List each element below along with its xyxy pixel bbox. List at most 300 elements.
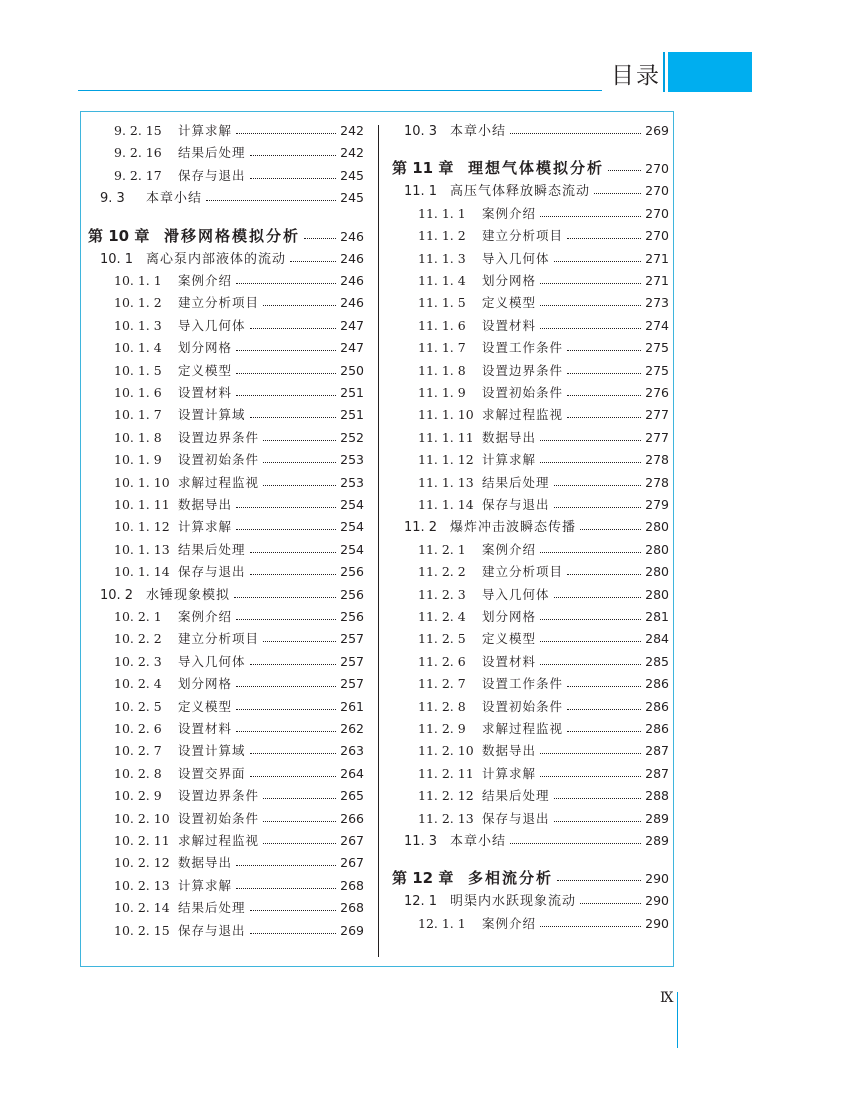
leader-dots [567, 565, 641, 575]
leader-dots [236, 364, 336, 374]
toc-entry-number: 10. 1. 13 [114, 541, 170, 557]
toc-entry-sub [114, 810, 364, 828]
toc-entry-sub [418, 765, 669, 783]
toc-entry-number: 9. 2. 15 [114, 123, 162, 138]
toc-entry-sub [114, 317, 364, 335]
toc-entry-page: 287 [645, 765, 669, 781]
leader-dots [250, 169, 337, 179]
toc-entry-title: 设置计算域 [178, 743, 246, 759]
leader-dots [250, 744, 337, 754]
toc-entry-page: 277 [645, 429, 669, 445]
toc-entry-sec [100, 586, 364, 604]
toc-entry-number: 12. 1. 1 [418, 915, 466, 931]
toc-entry-title: 导入几何体 [482, 250, 550, 266]
toc-entry-page: 290 [645, 893, 669, 909]
toc-entry-sub [114, 518, 364, 536]
toc-entry-title: 结果后处理 [482, 788, 550, 804]
toc-entry-sub [418, 653, 669, 671]
toc-entry-title: 结果后处理 [178, 541, 246, 557]
leader-dots [263, 476, 336, 486]
toc-entry-title: 设置初始条件 [482, 385, 564, 400]
toc-entry-page: 262 [340, 721, 364, 736]
toc-entry-sub [418, 563, 669, 581]
toc-entry-page: 279 [645, 497, 669, 512]
toc-entry-title: 划分网格 [178, 340, 233, 356]
leader-dots [567, 341, 641, 351]
toc-entry-number: 11. 2. 9 [418, 721, 466, 736]
leader-dots [250, 767, 337, 777]
leader-dots [250, 543, 337, 553]
toc-entry-title: 理想气体模拟分析 [468, 159, 605, 178]
toc-entry-number: 11. 2. 13 [418, 810, 474, 826]
toc-entry-page: 265 [340, 788, 364, 804]
toc-entry-title: 数据导出 [482, 743, 537, 759]
toc-entry-sub [418, 742, 669, 760]
leader-dots [554, 789, 642, 799]
toc-entry-number: 10. 2. 3 [114, 653, 162, 669]
toc-entry-page: 289 [645, 810, 669, 826]
toc-entry-sub [114, 608, 364, 626]
toc-entry-number: 10. 1. 5 [114, 362, 162, 378]
toc-entry-page: 252 [340, 429, 364, 445]
leader-dots [540, 767, 641, 777]
toc-entry-page: 278 [645, 474, 669, 490]
toc-entry-number: 10. 2 [100, 587, 134, 603]
toc-entry-page: 269 [645, 123, 669, 138]
toc-entry-sub [418, 227, 669, 245]
toc-entry-title: 设置初始条件 [178, 452, 260, 468]
toc-entry-number: 11. 1. 5 [418, 295, 466, 311]
toc-entry-title: 计算求解 [482, 452, 537, 468]
toc-entry-page: 261 [340, 698, 364, 714]
toc-entry-number: 10. 2. 4 [114, 676, 162, 692]
leader-dots [236, 498, 336, 508]
toc-entry-ch [88, 226, 364, 246]
toc-entry-number: 10. 2. 1 [114, 609, 162, 624]
toc-entry-page: 284 [645, 631, 669, 647]
leader-dots [540, 610, 641, 620]
toc-entry-page: 268 [340, 900, 364, 916]
leader-dots [236, 520, 336, 530]
toc-entry-sub [114, 832, 364, 850]
leader-dots [250, 319, 337, 329]
leader-dots [236, 610, 336, 620]
toc-entry-number: 10. 1. 11 [114, 497, 170, 512]
toc-entry-title: 保存与退出 [178, 922, 246, 938]
toc-entry-number: 9. 2. 16 [114, 145, 162, 161]
toc-entry-title: 离心泵内部液体的流动 [146, 251, 287, 267]
leader-dots [540, 744, 641, 754]
leader-dots [580, 520, 641, 530]
toc-entry-number: 10. 2. 5 [114, 698, 162, 714]
toc-entry-title: 设置初始条件 [482, 698, 564, 714]
toc-entry-title: 求解过程监视 [178, 833, 260, 848]
toc-entry-title: 导入几何体 [178, 653, 246, 669]
toc-entry-title: 定义模型 [482, 631, 537, 647]
leader-dots [567, 700, 641, 710]
toc-entry-sub [114, 362, 364, 380]
toc-entry-page: 257 [340, 676, 364, 692]
toc-entry-number: 10. 1. 8 [114, 429, 162, 445]
toc-entry-sub [418, 339, 669, 357]
leader-dots [263, 431, 336, 441]
toc-entry-page: 266 [340, 810, 364, 826]
toc-entry-title: 保存与退出 [178, 564, 246, 580]
toc-entry-number: 11. 2. 6 [418, 653, 466, 669]
toc-entry-page: 253 [340, 474, 364, 490]
toc-entry-title: 计算求解 [178, 123, 233, 138]
page-number: Ⅸ [660, 990, 674, 1006]
toc-entry-title: 结果后处理 [178, 900, 246, 916]
toc-entry-number: 10. 1. 7 [114, 407, 162, 423]
toc-entry-page: 286 [645, 698, 669, 714]
toc-entry-number: 11. 2. 4 [418, 609, 466, 624]
toc-entry-number: 10. 2. 7 [114, 743, 162, 759]
toc-entry-page: 285 [645, 653, 669, 669]
toc-entry-page: 247 [340, 340, 364, 356]
toc-entry-number: 10. 1. 2 [114, 295, 162, 311]
toc-entry-title: 导入几何体 [178, 317, 246, 333]
toc-entry-sub [114, 765, 364, 783]
toc-entry-page: 246 [340, 273, 364, 288]
leader-dots [554, 498, 642, 508]
toc-entry-sub [418, 451, 669, 469]
toc-entry-number: 10. 2. 11 [114, 833, 170, 848]
leader-dots [304, 229, 336, 239]
toc-entry-page: 269 [340, 922, 364, 938]
toc-entry-number: 11. 1. 13 [418, 474, 474, 490]
toc-entry-sub [114, 653, 364, 671]
toc-entry-ch [392, 158, 669, 178]
toc-entry-title: 设置交界面 [178, 765, 246, 781]
leader-dots [510, 124, 641, 134]
leader-dots [540, 207, 641, 217]
toc-entry-page: 277 [645, 407, 669, 423]
toc-entry-title: 求解过程监视 [482, 407, 564, 423]
leader-dots [580, 894, 641, 904]
toc-entry-sub [114, 787, 364, 805]
toc-entry-sub [114, 698, 364, 716]
leader-dots [236, 700, 336, 710]
toc-entry-page: 263 [340, 743, 364, 759]
toc-entry-number: 11. 1. 12 [418, 452, 474, 468]
toc-entry-number: 11. 1. 3 [418, 250, 466, 266]
toc-entry-sec [404, 892, 669, 910]
toc-entry-page: 270 [645, 161, 669, 177]
leader-dots [236, 341, 336, 351]
leader-dots [250, 408, 337, 418]
toc-entry-number: 10. 1. 10 [114, 474, 170, 490]
toc-entry-page: 286 [645, 676, 669, 692]
toc-entry-sub [114, 122, 364, 140]
toc-entry-title: 多相流分析 [468, 869, 554, 888]
toc-entry-number: 10. 1 [100, 251, 134, 267]
toc-entry-number: 10. 2. 9 [114, 788, 162, 804]
toc-entry-number: 10. 3 [404, 124, 438, 139]
toc-entry-sub [114, 406, 364, 424]
toc-entry-number: 10. 2. 2 [114, 631, 162, 647]
toc-entry-sub [114, 167, 364, 185]
leader-dots [567, 364, 641, 374]
toc-entry-number: 10. 2. 13 [114, 877, 170, 893]
toc-entry-title: 设置初始条件 [178, 810, 260, 826]
toc-entry-title: 数据导出 [178, 855, 233, 871]
toc-entry-number: 11. 1. 14 [418, 497, 474, 512]
toc-entry-number: 9. 2. 17 [114, 167, 162, 183]
toc-entry-page: 287 [645, 743, 669, 759]
leader-dots [263, 296, 336, 306]
leader-dots [557, 871, 641, 881]
toc-entry-title: 计算求解 [178, 519, 233, 535]
toc-entry-sub [114, 294, 364, 312]
toc-entry-sub [114, 877, 364, 895]
leader-dots [567, 408, 641, 418]
toc-entry-page: 242 [340, 145, 364, 161]
header-divider [663, 52, 665, 92]
toc-entry-page: 280 [645, 564, 669, 580]
leader-dots [608, 161, 641, 171]
toc-entry-page: 257 [340, 653, 364, 669]
toc-entry-page: 270 [645, 183, 669, 199]
toc-entry-number: 10. 1. 12 [114, 519, 170, 535]
toc-entry-page: 246 [340, 250, 364, 266]
toc-entry-title: 明渠内水跃现象流动 [450, 894, 577, 910]
toc-entry-page: 280 [645, 519, 669, 535]
toc-entry-title: 设置材料 [482, 653, 537, 669]
toc-entry-sub [418, 915, 669, 933]
leader-dots [540, 543, 641, 553]
toc-entry-page: 270 [645, 205, 669, 221]
toc-entry-title: 设置材料 [178, 385, 233, 400]
toc-entry-sub [114, 899, 364, 917]
leader-dots [236, 274, 336, 284]
toc-entry-number: 11. 1. 10 [418, 407, 474, 423]
toc-entry-title: 本章小结 [450, 834, 507, 849]
toc-entry-page: 254 [340, 519, 364, 535]
toc-entry-sub [418, 317, 669, 335]
toc-entry-page: 267 [340, 833, 364, 848]
leader-dots [236, 124, 336, 134]
leader-dots [250, 901, 337, 911]
toc-entry-page: 268 [340, 877, 364, 893]
toc-entry-page: 246 [340, 228, 364, 244]
toc-entry-title: 本章小结 [146, 191, 203, 207]
toc-entry-title: 保存与退出 [482, 497, 550, 512]
toc-entry-title: 结果后处理 [178, 145, 246, 161]
leader-dots [236, 722, 336, 732]
toc-entry-number: 10. 1. 1 [114, 273, 162, 288]
toc-entry-title: 数据导出 [178, 497, 233, 512]
leader-dots [263, 812, 336, 822]
toc-entry-number: 10. 2. 15 [114, 922, 170, 938]
toc-entry-page: 290 [645, 915, 669, 931]
toc-entry-sub [114, 742, 364, 760]
header-color-block [668, 52, 752, 92]
leader-dots [540, 319, 641, 329]
toc-entry-number: 10. 2. 8 [114, 765, 162, 781]
toc-entry-page: 256 [340, 609, 364, 624]
toc-entry-title: 划分网格 [178, 676, 233, 692]
leader-dots [540, 296, 641, 306]
leader-dots [540, 453, 641, 463]
leader-dots [263, 453, 336, 463]
toc-entry-sub [418, 474, 669, 492]
toc-entry-title: 案例介绍 [482, 915, 537, 931]
toc-entry-sub [418, 698, 669, 716]
toc-entry-page: 250 [340, 362, 364, 378]
toc-entry-page: 254 [340, 497, 364, 512]
toc-entry-number: 11. 2. 3 [418, 586, 466, 602]
leader-dots [540, 632, 641, 642]
toc-entry-sub [418, 294, 669, 312]
toc-entry-number: 10. 1. 3 [114, 317, 162, 333]
toc-entry-number: 第 12 章 [392, 869, 454, 888]
toc-entry-page: 246 [340, 295, 364, 311]
leader-dots [567, 229, 641, 239]
toc-entry-sub [418, 810, 669, 828]
toc-entry-number: 11. 1. 2 [418, 228, 466, 244]
toc-entry-page: 290 [645, 871, 669, 887]
toc-entry-page: 257 [340, 631, 364, 647]
toc-entry-sub [114, 922, 364, 940]
toc-entry-sub [114, 854, 364, 872]
toc-entry-number: 11. 2. 1 [418, 541, 466, 557]
leader-dots [567, 722, 641, 732]
toc-entry-page: 275 [645, 362, 669, 378]
toc-entry-title: 保存与退出 [178, 167, 246, 183]
toc-entry-sub [418, 272, 669, 290]
leader-dots [567, 677, 641, 687]
toc-entry-sub [114, 720, 364, 738]
toc-entry-title: 设置边界条件 [178, 788, 260, 804]
toc-entry-sub [418, 496, 669, 514]
toc-entry-page: 280 [645, 586, 669, 602]
toc-entry-title: 设置材料 [482, 317, 537, 333]
toc-entry-sub [418, 250, 669, 268]
leader-dots [236, 386, 336, 396]
toc-entry-title: 导入几何体 [482, 586, 550, 602]
toc-entry-title: 数据导出 [482, 429, 537, 445]
toc-entry-sec [404, 182, 669, 200]
toc-entry-number: 11. 2. 7 [418, 676, 466, 692]
toc-entry-page: 280 [645, 541, 669, 557]
column-divider [378, 125, 379, 957]
toc-entry-number: 11. 1. 4 [418, 273, 466, 288]
toc-entry-number: 11. 2. 8 [418, 698, 466, 714]
toc-entry-sec [404, 122, 669, 140]
toc-entry-title: 设置材料 [178, 721, 233, 736]
toc-entry-sub [114, 675, 364, 693]
toc-entry-number: 10. 1. 4 [114, 340, 162, 356]
toc-entry-sec [100, 189, 364, 207]
toc-entry-page: 251 [340, 385, 364, 400]
toc-entry-number: 10. 2. 14 [114, 900, 170, 916]
toc-entry-sub [114, 563, 364, 581]
toc-entry-sub [114, 630, 364, 648]
toc-entry-page: 274 [645, 317, 669, 333]
toc-entry-title: 计算求解 [178, 877, 233, 893]
leader-dots [236, 856, 336, 866]
toc-entry-page: 281 [645, 609, 669, 624]
toc-entry-title: 本章小结 [450, 124, 507, 139]
toc-entry-sub [114, 496, 364, 514]
toc-entry-page: 270 [645, 228, 669, 244]
toc-entry-number: 10. 1. 6 [114, 385, 162, 400]
toc-entry-number: 第 11 章 [392, 159, 454, 178]
toc-entry-title: 案例介绍 [178, 273, 233, 288]
toc-entry-sub [418, 720, 669, 738]
toc-entry-title: 爆炸冲击波瞬态传播 [450, 520, 577, 536]
toc-entry-title: 案例介绍 [482, 205, 537, 221]
leader-dots [236, 879, 336, 889]
toc-entry-sub [114, 144, 364, 162]
toc-entry-number: 11. 2. 11 [418, 765, 474, 781]
leader-dots [206, 191, 336, 201]
toc-entry-page: 288 [645, 788, 669, 804]
toc-entry-sub [418, 675, 669, 693]
toc-entry-page: 247 [340, 317, 364, 333]
toc-entry-sub [114, 339, 364, 357]
toc-entry-number: 11. 2. 5 [418, 631, 466, 647]
toc-entry-page: 253 [340, 452, 364, 468]
toc-entry-number: 11. 1. 7 [418, 340, 466, 356]
toc-entry-sub [418, 586, 669, 604]
toc-entry-title: 结果后处理 [482, 474, 550, 490]
toc-entry-title: 设置计算域 [178, 407, 246, 423]
toc-entry-title: 建立分析项目 [482, 228, 564, 244]
leader-dots [594, 184, 641, 194]
toc-entry-ch [392, 868, 669, 888]
toc-entry-number: 9. 3 [100, 191, 125, 207]
toc-entry-sub [418, 384, 669, 402]
toc-entry-page: 286 [645, 721, 669, 736]
toc-entry-number: 11. 2. 2 [418, 564, 466, 580]
toc-entry-page: 254 [340, 541, 364, 557]
toc-entry-title: 滑移网格模拟分析 [164, 226, 301, 245]
toc-entry-number: 11. 1. 9 [418, 385, 466, 400]
toc-entry-sub [114, 384, 364, 402]
toc-entry-title: 划分网格 [482, 273, 537, 288]
toc-entry-number: 11. 2. 12 [418, 788, 474, 804]
toc-entry-number: 11. 2 [404, 520, 438, 536]
leader-dots [540, 655, 641, 665]
toc-entry-sub [114, 474, 364, 492]
toc-entry-page: 264 [340, 765, 364, 781]
toc-entry-page: 245 [340, 167, 364, 183]
toc-entry-title: 案例介绍 [178, 609, 233, 624]
leader-dots [554, 812, 642, 822]
toc-entry-page: 275 [645, 340, 669, 356]
toc-entry-title: 案例介绍 [482, 541, 537, 557]
toc-entry-title: 建立分析项目 [178, 631, 260, 647]
toc-entry-sub [418, 362, 669, 380]
folio-rule [677, 992, 678, 1048]
toc-entry-title: 水锤现象模拟 [146, 587, 231, 603]
leader-dots [250, 146, 337, 156]
leader-dots [554, 476, 642, 486]
toc-entry-title: 设置边界条件 [178, 429, 260, 445]
leader-dots [567, 386, 641, 396]
toc-entry-number: 11. 1 [404, 184, 438, 200]
toc-entry-page: 273 [645, 295, 669, 311]
leader-dots [250, 655, 337, 665]
toc-entry-title: 设置工作条件 [482, 676, 564, 692]
toc-entry-sub [114, 429, 364, 447]
toc-entry-number: 10. 1. 9 [114, 452, 162, 468]
toc-entry-sub [114, 272, 364, 290]
leader-dots [250, 924, 337, 934]
leader-dots [263, 789, 336, 799]
